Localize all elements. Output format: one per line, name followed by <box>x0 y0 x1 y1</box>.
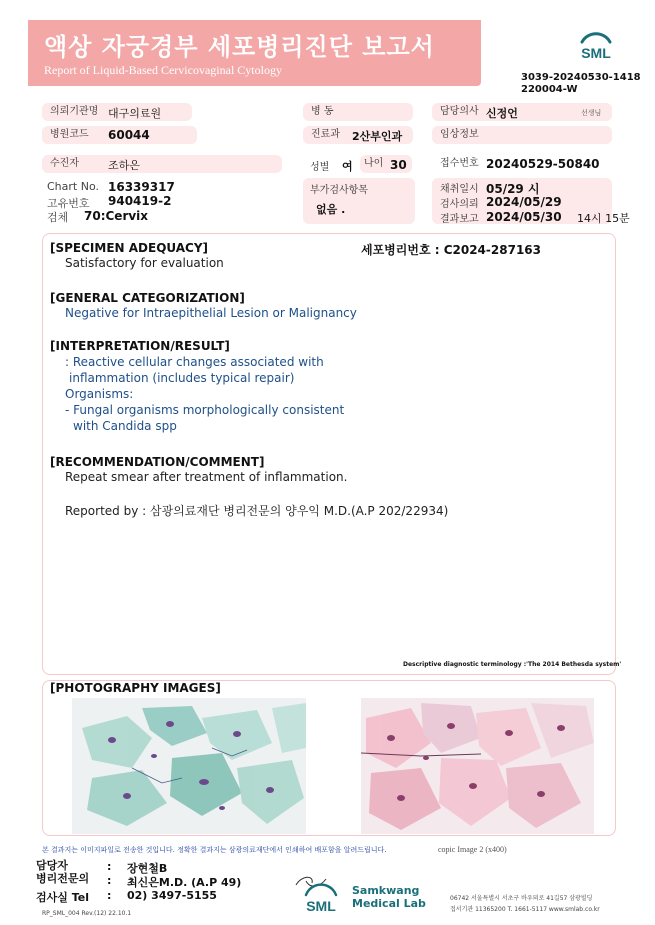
interpretation-line-5: with Candida spp <box>73 419 177 433</box>
staff-colon: : <box>107 860 112 873</box>
collect-value: 05/29 시 <box>486 182 540 196</box>
photography-heading: [PHOTOGRAPHY IMAGES] <box>50 681 221 695</box>
request-value: 2024/05/29 <box>486 195 562 209</box>
chart-value: 16339317 <box>108 180 175 194</box>
pathology-number: 세포병리번호 : C2024-287163 <box>361 243 541 257</box>
recommendation-text: Repeat smear after treatment of inflammation. <box>65 470 348 484</box>
report-time-value: 14시 15분 <box>577 212 630 225</box>
report-subtitle: Report of Liquid-Based Cervicovaginal Cytology <box>44 63 282 77</box>
sex-label: 성별 <box>310 162 330 173</box>
dept-value: 2산부인과 <box>352 130 403 143</box>
report-title: 액상 자궁경부 세포병리진단 보고서 <box>44 33 435 61</box>
id-label: 고유번호 <box>47 197 90 210</box>
hospital-code-label: 병원코드 <box>50 129 89 140</box>
document-number-line2: 220004-W <box>521 84 578 95</box>
signature-logo-icon <box>292 871 352 919</box>
ward-label: 병 동 <box>311 106 334 117</box>
interpretation-line-4: - Fungal organisms morphologically consistent <box>65 403 345 417</box>
microscopic-image-1 <box>72 698 306 834</box>
age-label: 나이 <box>364 158 384 169</box>
receipt-value: 20240529-50840 <box>486 157 600 171</box>
sml-footer-logo-text: SML <box>306 898 336 914</box>
collect-label: 채취일시 <box>440 184 479 195</box>
document-number-line1: 3039-20240530-1418 <box>521 72 641 83</box>
request-label: 검사의뢰 <box>440 199 479 210</box>
staff-label: 담당자 <box>36 859 68 872</box>
doctor-suffix: 선생님 <box>581 109 602 117</box>
document-number <box>521 72 641 96</box>
patient-value: 조하은 <box>108 159 140 172</box>
interpretation-heading: [INTERPRETATION/RESULT] <box>50 339 230 353</box>
patient-label-box <box>42 155 282 173</box>
receipt-label: 접수번호 <box>440 158 479 169</box>
form-code: RP_SML_004 Rev.(12) 22.10.1 <box>42 910 132 917</box>
extra-value: 없음 . <box>316 203 346 216</box>
tel-value: 02) 3497-5155 <box>127 889 217 902</box>
microscopic-image-2 <box>361 698 594 834</box>
age-value: 30 <box>390 158 407 172</box>
hospital-code-value: 60044 <box>108 128 150 142</box>
address-line1: 06742 서울특별시 서초구 바우뫼로 41길57 삼광빌딩 <box>450 895 593 902</box>
interpretation-line-2: inflammation (includes typical repair) <box>69 371 295 385</box>
hospital-label: 의뢰기관명 <box>50 106 99 117</box>
clinical-label: 임상정보 <box>440 129 479 140</box>
clinical-label-box <box>432 126 612 144</box>
general-heading: [GENERAL CATEGORIZATION] <box>50 291 245 305</box>
chart-label: Chart No. <box>47 180 99 193</box>
brand-name <box>352 884 426 910</box>
transmission-notice: 본 결과지는 이미지파일로 전송한 것입니다. 정확한 결과지는 삼광의료재단에서 인쇄하여 배포함을 알려드립니다. <box>42 846 387 854</box>
exam-label: 검체 <box>47 211 69 224</box>
interpretation-line-3: Organisms: <box>65 387 134 401</box>
brand-name-line1: Samkwang <box>352 884 420 897</box>
sex-value: 여 <box>342 160 353 173</box>
staff-value: 장현철B <box>127 862 168 875</box>
hospital-value: 대구의료원 <box>108 107 162 120</box>
doctor-label: 담당의사 <box>440 106 479 117</box>
terminology-note: Descriptive diagnostic terminology :'The 2014 Bethesda system' <box>403 661 622 668</box>
pathologist-value: 최신은M.D. (A.P 49) <box>127 876 242 889</box>
image-2-caption: copic Image 2 (x400) <box>438 845 507 854</box>
adequacy-text: Satisfactory for evaluation <box>65 256 224 270</box>
exam-value: 70:Cervix <box>84 209 149 223</box>
pathologist-colon: : <box>107 874 112 887</box>
reported-by: Reported by : 삼광의료재단 병리전문의 양우익 M.D.(A.P 202/22934) <box>65 504 449 518</box>
address-line2: 접서기관 11365200 T. 1661-5117 www.smlab.co.kr <box>450 906 600 913</box>
general-text: Negative for Intraepithelial Lesion or Malignancy <box>65 306 357 320</box>
recommendation-heading: [RECOMMENDATION/COMMENT] <box>50 455 265 469</box>
sml-logo-icon <box>576 28 616 68</box>
ward-label-box <box>303 103 413 121</box>
doctor-value: 신정언 <box>486 107 518 120</box>
id-value: 940419-2 <box>108 194 172 208</box>
extra-label: 부가검사항목 <box>310 185 368 196</box>
dept-label: 진료과 <box>311 129 340 140</box>
report-date-value: 2024/05/30 <box>486 210 562 224</box>
interpretation-line-1: : Reactive cellular changes associated with <box>65 355 324 369</box>
patient-label: 수진자 <box>50 158 79 169</box>
brand-name-line2: Medical Lab <box>352 897 426 910</box>
adequacy-heading: [SPECIMEN ADEQUACY] <box>50 241 209 255</box>
sml-logo-text: SML <box>581 45 611 61</box>
tel-label: 검사실 Tel <box>36 891 89 904</box>
report-label: 결과보고 <box>440 214 479 225</box>
pathologist-label: 병리전문의 <box>36 872 90 885</box>
tel-colon: : <box>107 889 112 902</box>
